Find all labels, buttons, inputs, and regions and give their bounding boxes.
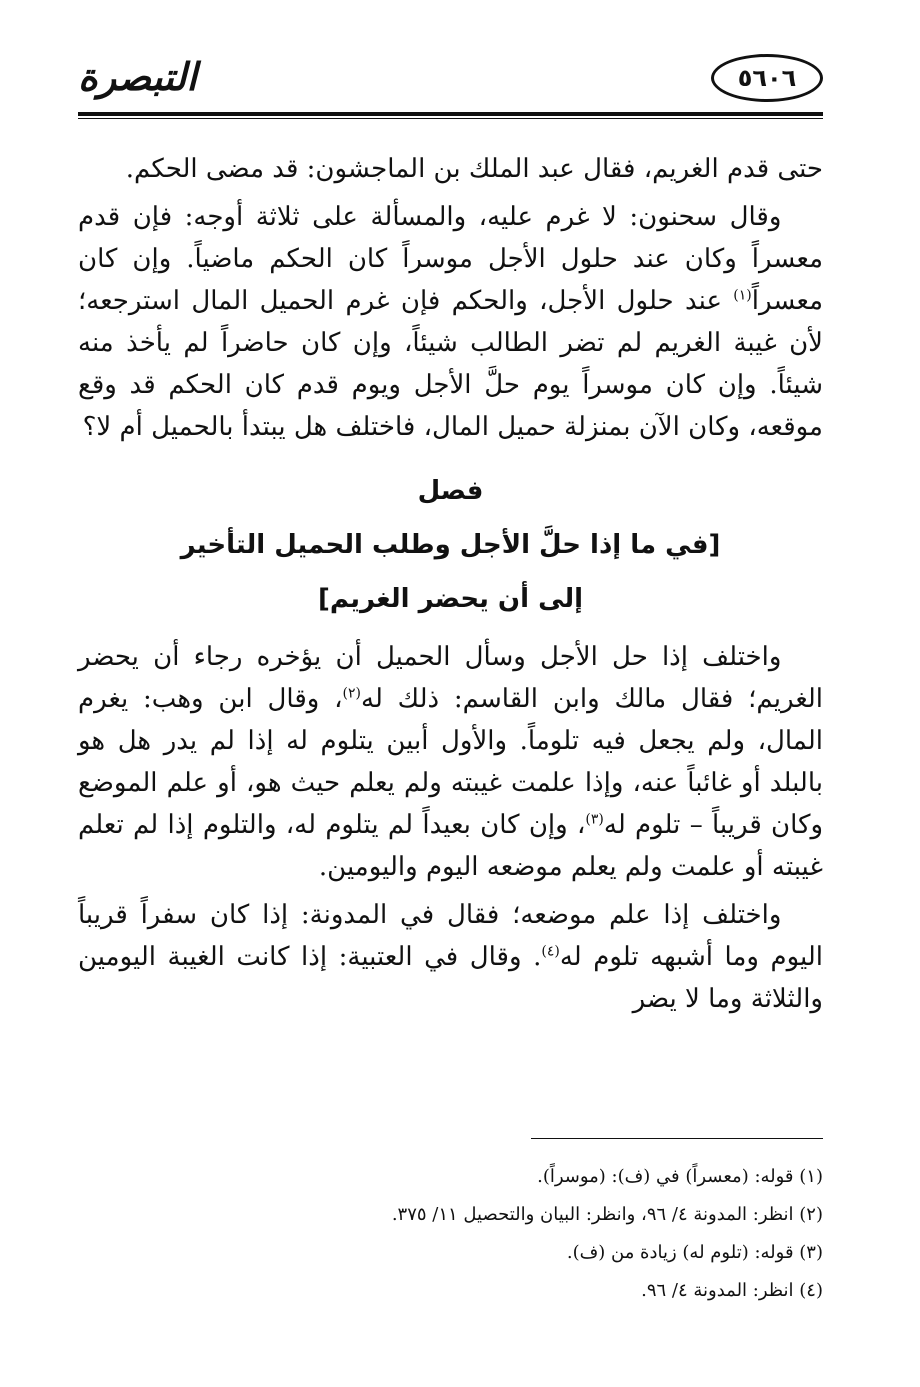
section-heading bbox=[78, 464, 823, 626]
page-number: ٥٦٠٦ bbox=[737, 64, 797, 92]
paragraph-text: عند حلول الأجل، والحكم فإن غرم الحميل المال استرجعه؛ لأن غيبة الغريم لم تضر الطالب شيئاً، وإن كان حاضراً لم يأخذ منه شيئاً. وإن كان موسراً يوم حلَّ الأجل ويوم قدم كان الحكم قد وقع موقعه، وكان الآن بمنزلة حميل المال، فاختلف هل يبتدأ بالحميل أم لا؟ bbox=[78, 286, 823, 442]
paragraph-text: . وقال في العتبية: إذا كانت الغيبة اليومين والثلاثة وما لا يضر bbox=[78, 942, 823, 1014]
header-rule-thin bbox=[78, 118, 823, 119]
footnote: (٣) قوله: (تلوم له) زيادة من (ف). bbox=[566, 1242, 823, 1263]
footnote-ref: (٢) bbox=[342, 685, 361, 702]
paragraph bbox=[78, 894, 823, 1020]
footnotes bbox=[78, 1158, 823, 1310]
paragraph-text: ، وقال ابن وهب: يغرم المال، ولم يجعل فيه تلوماً. والأول أبين يتلوم له إذا لم يدر هل هو بالبلد أو غائباً عنه، وإذا علمت غيبته ولم يعلم حيث هو، أو علم الموضع وكان قريباً – تلوم له bbox=[78, 684, 824, 840]
footnote: (١) قوله: (معسراً) في (ف): (موسراً). bbox=[537, 1166, 823, 1187]
footnote: (٢) انظر: المدونة ٤/ ٩٦، وانظر: البيان والتحصيل ١١/ ٣٧٥. bbox=[391, 1204, 823, 1225]
section-subtitle-line-1: [في ما إذا حلَّ الأجل وطلب الحميل التأخير bbox=[180, 530, 721, 560]
footnote-ref: (٤) bbox=[541, 943, 560, 960]
paragraph-text: واختلف إذا علم موضعه؛ فقال في المدونة: إذا كان سفراً قريباً اليوم وما أشبهه تلوم له bbox=[78, 900, 823, 972]
paragraph bbox=[78, 636, 823, 888]
section-subtitle-line-2: إلى أن يحضر الغريم] bbox=[317, 584, 584, 614]
footnote-ref: (٣) bbox=[585, 811, 604, 828]
paragraph bbox=[78, 148, 823, 190]
main-text bbox=[78, 148, 823, 1020]
page-number-frame bbox=[711, 54, 823, 102]
paragraph-text: ، وإن كان بعيداً لم يتلوم له، والتلوم إذا لم تعلم غيبته أو علمت ولم يعلم موضعه اليوم واليومين. bbox=[78, 810, 823, 882]
section-title: فصل bbox=[417, 476, 484, 506]
paragraph-text: وقال سحنون: لا غرم عليه، والمسألة على ثلاثة أوجه: فإن قدم معسراً وكان عند حلول الأجل موسراً كان الحكم ماضياً. وإن كان معسراً bbox=[78, 202, 823, 316]
footnote-divider bbox=[531, 1138, 823, 1139]
header-rule-thick bbox=[78, 112, 823, 116]
page-header bbox=[78, 46, 823, 124]
paragraph bbox=[78, 196, 823, 448]
book-title: التبصرة bbox=[78, 55, 197, 99]
footnote: (٤) انظر: المدونة ٤/ ٩٦. bbox=[641, 1280, 823, 1301]
paragraph-text: واختلف إذا حل الأجل وسأل الحميل أن يؤخره رجاء أن يحضر الغريم؛ فقال مالك وابن القاسم: ذلك له bbox=[78, 642, 824, 714]
paragraph-text: حتى قدم الغريم، فقال عبد الملك بن الماجشون: قد مضى الحكم. bbox=[125, 154, 823, 184]
footnote-ref: (١) bbox=[733, 287, 752, 304]
